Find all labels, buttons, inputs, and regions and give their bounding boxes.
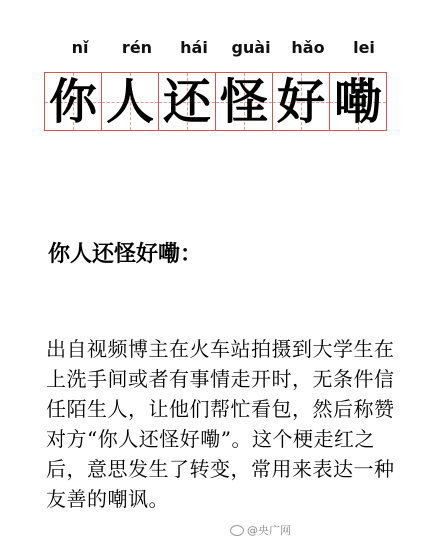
- grid-cell: [215, 72, 272, 131]
- title-char: 人: [105, 73, 154, 130]
- title-char: 怪: [219, 73, 268, 130]
- pinyin-4: guài: [231, 38, 271, 57]
- pinyin-6: lei: [353, 38, 375, 57]
- title-char: 还: [162, 73, 211, 130]
- pinyin-2: rén: [121, 38, 153, 57]
- pinyin-3: hái: [180, 38, 208, 57]
- grid-cell: [44, 72, 101, 131]
- grid-cell: [158, 72, 215, 131]
- weibo-icon: [230, 525, 244, 536]
- pinyin-row: [50, 38, 380, 62]
- pinyin-5: hǎo: [291, 38, 325, 57]
- title-char: 嘞: [333, 73, 382, 130]
- watermark-text: @央广网: [247, 524, 291, 537]
- grid-cell: [272, 72, 329, 131]
- title-char: 好: [276, 73, 325, 130]
- body-paragraph: 出自视频博主在火车站拍摄到大学生在上洗手间或者有事情走开时，无条件信任陌生人，让他们帮忙看包，然后称赞对方“你人还怪好嘞”。这个梗走红之后，意思发生了转变，常用来表达一种友善的嘲讽。: [46, 337, 395, 511]
- section-heading: 你人还怪好嘞：: [48, 242, 203, 267]
- title-char: 你: [48, 73, 97, 130]
- grid-cell: [101, 72, 158, 131]
- pinyin-1: nǐ: [71, 38, 89, 57]
- watermark: [230, 522, 291, 538]
- title-grid: [44, 72, 387, 131]
- grid-cell: [329, 72, 387, 131]
